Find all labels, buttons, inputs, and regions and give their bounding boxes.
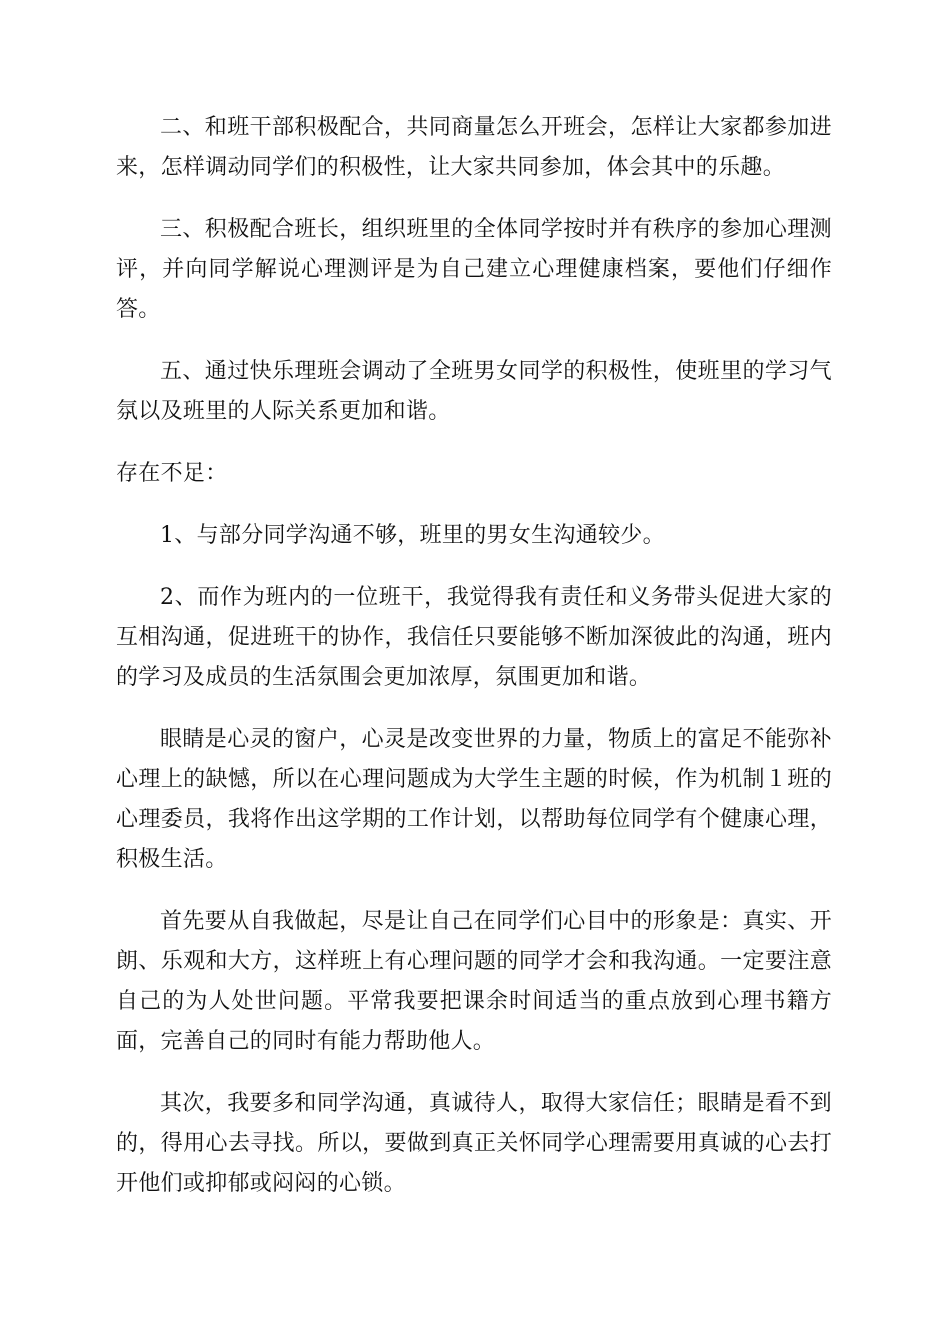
paragraph-communicate-sincerely: 其次，我要多和同学沟通，真诚待人，取得大家信任；眼睛是看不到的，得用心去寻找。所以，要做到真正关怀同学心理需要用真诚的心去打开他们或抑郁或闷闷的心锁。 [116,1091,832,1196]
paragraph-shortcoming-2: 2、而作为班内的一位班干，我觉得我有责任和义务带头促进大家的互相沟通，促进班干的协作，我信任只要能够不断加深彼此的沟通，班内的学习及成员的生活氛围会更加浓厚，氛围更加和谐。 [116,585,832,690]
paragraph-happy-class-meeting: 五、通过快乐理班会调动了全班男女同学的积极性，使班里的学习气氛以及班里的人际关系更加和谐。 [116,359,832,424]
paragraph-psych-assessment: 三、积极配合班长，组织班里的全体同学按时并有秩序的参加心理测评，并向同学解说心理测评是为自己建立心理健康档案，要他们仔细作答。 [116,217,832,322]
paragraph-work-plan-intro: 眼睛是心灵的窗户，心灵是改变世界的力量，物质上的富足不能弥补心理上的缺憾，所以在心理问题成为大学生主题的时候，作为机制１班的心理委员，我将作出这学期的工作计划，以帮助每位同学有个健康心理，积极生活。 [116,727,832,872]
document-body [116,108,832,1226]
section-heading-shortcomings: 存在不足： [116,461,228,486]
paragraph-cooperate-class-committee: 二、和班干部积极配合，共同商量怎么开班会，怎样让大家都参加进来，怎样调动同学们的积极性，让大家共同参加，体会其中的乐趣。 [116,115,832,180]
paragraph-shortcoming-1: 1、与部分同学沟通不够，班里的男女生沟通较少。 [160,523,665,548]
paragraph-start-with-self: 首先要从自我做起，尽是让自己在同学们心目中的形象是：真实、开朗、乐观和大方，这样班上有心理问题的同学才会和我沟通。一定要注意自己的为人处世问题。平常我要把课余时间适当的重点放到心理书籍方面，完善自己的同时有能力帮助他人。 [116,909,832,1054]
